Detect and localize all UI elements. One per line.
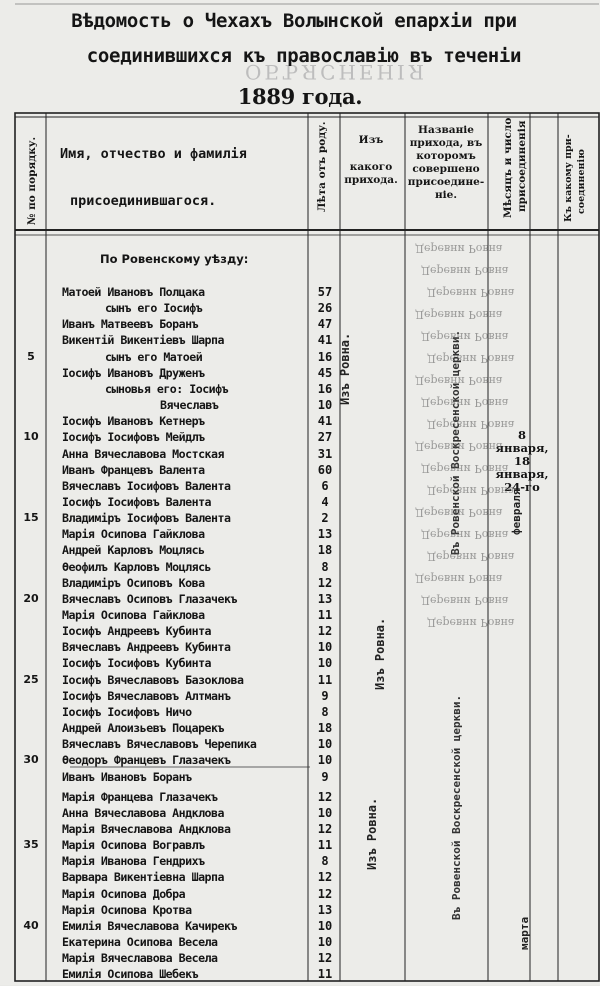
vertical-note-from-b: Изъ Ровна. bbox=[373, 617, 387, 690]
title-line-2: соединившихся къ православію въ теченіи bbox=[86, 45, 522, 67]
bleed-line: Деревни Ровна bbox=[415, 572, 503, 585]
date-line-2: 18 января, bbox=[495, 454, 549, 481]
header-age: Лѣта отъ роду. bbox=[316, 121, 328, 212]
row-name: сынъ его Матоей bbox=[105, 349, 203, 364]
row-age: 8 bbox=[321, 854, 329, 869]
row-age: 10 bbox=[317, 805, 333, 820]
header-name-2: присоединившагося. bbox=[70, 193, 217, 209]
header-reason: Къ какому при- bbox=[563, 134, 574, 222]
row-name: Андрей Карловъ Моцлясь bbox=[62, 543, 205, 558]
row-number: 35 bbox=[23, 838, 39, 852]
bleed-line: Деревни Ровна bbox=[427, 418, 515, 431]
row-name: Іосифъ Андреевъ Кубинта bbox=[62, 624, 212, 639]
header-parish-5: присоедине- bbox=[407, 176, 485, 188]
row-name: Іосифъ Іосифовъ Валента bbox=[62, 494, 212, 509]
row-age: 10 bbox=[317, 656, 333, 671]
row-age: 41 bbox=[317, 414, 333, 429]
row-name: Владиміръ Осиповъ Кова bbox=[62, 575, 205, 590]
bleed-line: Деревни Ровна bbox=[427, 352, 515, 365]
row-number: 15 bbox=[23, 511, 39, 525]
row-name: Вячеславъ Андреевъ Кубинта bbox=[62, 640, 231, 655]
header-from-3: прихода. bbox=[344, 174, 398, 186]
date-line-3: 24-го bbox=[504, 480, 540, 494]
bleed-line: Деревни Ровна bbox=[421, 264, 509, 277]
row-age: 10 bbox=[317, 737, 333, 752]
title-line-1: Вѣдомость о Чехахъ Волынской епархіи при bbox=[71, 10, 517, 32]
row-number: 5 bbox=[27, 349, 35, 363]
row-number: 20 bbox=[23, 591, 39, 605]
row-age: 27 bbox=[317, 430, 333, 445]
header-name: Имя, отчество и фамилія bbox=[60, 146, 247, 162]
row-name: Іосифъ Ивановъ Кетнеръ bbox=[62, 414, 205, 429]
row-name: Марія Осипова Гайклова bbox=[62, 608, 205, 622]
row-age: 45 bbox=[317, 365, 333, 380]
row-age: 47 bbox=[317, 317, 333, 332]
bleed-line: Деревни Ровна bbox=[427, 484, 515, 497]
vertical-note-from-c: Изъ Ровна. bbox=[365, 797, 379, 870]
row-name: Марія Осипова Вогравлъ bbox=[62, 838, 205, 853]
vertical-note-parish-b: Въ Ровенской Воскресенской церкви. bbox=[450, 694, 463, 920]
row-name: Анна Вячеславова Мостская bbox=[62, 446, 225, 461]
header-parish bbox=[406, 124, 486, 202]
row-age: 13 bbox=[317, 527, 333, 542]
row-number: 40 bbox=[23, 918, 39, 932]
row-age: 12 bbox=[317, 624, 333, 639]
table-row bbox=[0, 770, 600, 789]
row-name: Варвара Викентіевна Шарпа bbox=[62, 870, 225, 885]
row-age: 16 bbox=[317, 349, 333, 364]
row-number: 30 bbox=[23, 753, 39, 767]
header-parish-1: Названіе bbox=[418, 124, 474, 136]
header-reason-2: соединенію bbox=[576, 149, 587, 214]
row-age: 12 bbox=[317, 821, 333, 836]
row-age: 11 bbox=[317, 672, 333, 687]
row-age: 60 bbox=[317, 462, 333, 477]
row-name: Иванъ Ивановъ Боранъ bbox=[62, 769, 192, 784]
bleed-line: Деревни Ровна bbox=[427, 286, 515, 299]
row-name: Іосифъ Іосифовъ Ничо bbox=[62, 704, 192, 719]
row-name: Іосифъ Ивановъ Друженъ bbox=[62, 365, 205, 380]
header-from-2: какого bbox=[349, 161, 393, 173]
row-name: Вячеславъ bbox=[160, 398, 219, 413]
row-age: 2 bbox=[321, 511, 329, 526]
row-age: 12 bbox=[317, 789, 333, 804]
row-age: 11 bbox=[317, 967, 333, 982]
row-number: 25 bbox=[23, 672, 39, 686]
row-name: Екатерина Осипова Весела bbox=[62, 935, 218, 949]
header-month-2: присоединенія bbox=[516, 120, 528, 212]
row-name: Іосифъ Іосифовъ Кубинта bbox=[62, 656, 212, 671]
row-name: Іосифъ Вячеславовъ Алтманъ bbox=[62, 688, 231, 703]
header-parish-2: прихода, въ bbox=[409, 137, 483, 149]
row-age: 18 bbox=[317, 721, 333, 736]
bleed-line: Деревни Ровна bbox=[415, 308, 503, 321]
row-age: 12 bbox=[317, 870, 333, 885]
row-age: 4 bbox=[321, 494, 329, 509]
row-name: Емилія Вячеславова Качирекъ bbox=[62, 918, 237, 933]
row-age: 9 bbox=[321, 688, 329, 703]
row-name: Марія Осипова Добра bbox=[62, 886, 186, 901]
bleed-line: Деревни Ровна bbox=[415, 242, 503, 255]
row-name: Андрей Алоизьевъ Поцарекъ bbox=[62, 721, 225, 736]
bleed-line: Деревни Ровна bbox=[415, 440, 503, 453]
row-name: Анна Вячеславова Андклова bbox=[62, 805, 225, 820]
row-name: Марія Осипова Гайклова bbox=[62, 527, 205, 542]
row-age: 18 bbox=[317, 543, 333, 558]
row-name: Марія Вячеславова Андклова bbox=[62, 821, 231, 836]
row-age: 6 bbox=[321, 478, 329, 493]
vertical-note-from-a: Изъ Ровна. bbox=[338, 332, 352, 405]
row-age: 12 bbox=[317, 951, 333, 966]
title-year: 1889 года. bbox=[237, 84, 363, 109]
date-line-1: 8 января, bbox=[495, 428, 549, 455]
date-february: февраля bbox=[510, 488, 523, 535]
section-title: По Ровенскому уѣзду: bbox=[100, 252, 249, 266]
row-name: Өеофилъ Карловъ Моцлясь bbox=[62, 559, 212, 574]
header-from-1: Изъ bbox=[358, 134, 384, 146]
row-age: 12 bbox=[317, 575, 333, 590]
row-age: 10 bbox=[317, 918, 333, 933]
table-row bbox=[0, 967, 600, 986]
row-age: 8 bbox=[321, 704, 329, 719]
row-age: 13 bbox=[317, 591, 333, 606]
row-name: Вячеславъ Осиповъ Глазачекъ bbox=[62, 591, 237, 606]
date-march: марта bbox=[518, 916, 531, 950]
bleed-through-stamp: ОБЪЯСНЕНІЯ bbox=[245, 60, 427, 84]
row-age: 8 bbox=[321, 559, 329, 574]
row-age: 10 bbox=[317, 398, 333, 413]
row-age: 57 bbox=[317, 285, 333, 299]
bleed-line: Деревни Ровна bbox=[421, 330, 509, 343]
row-age: 10 bbox=[317, 935, 333, 949]
row-name: Емилія Осипова Шебекъ bbox=[62, 967, 199, 982]
row-name: Марія Францева Глазачекъ bbox=[62, 789, 218, 804]
bleed-line: Деревни Ровна bbox=[421, 396, 509, 409]
bleed-line: Деревни Ровна bbox=[421, 594, 509, 607]
bleed-line: Деревни Ровна bbox=[421, 528, 509, 541]
bleed-line: Деревни Ровна bbox=[421, 462, 509, 475]
row-age: 26 bbox=[317, 301, 333, 316]
row-name: Өеодоръ Францевъ Глазачекъ bbox=[62, 753, 231, 768]
row-name: Вячеславъ Іосифовъ Валента bbox=[62, 478, 231, 493]
vertical-note-parish: Въ Ровенской Воскресенской церкви. bbox=[449, 329, 462, 555]
row-age: 10 bbox=[317, 753, 333, 768]
row-name: Марія Вячеславова Весела bbox=[62, 951, 218, 966]
row-age: 12 bbox=[317, 886, 333, 901]
header-parish-4: совершено bbox=[412, 163, 480, 175]
row-name: Владиміръ Іосифовъ Валента bbox=[62, 511, 231, 526]
row-name: сынъ его Іосифъ bbox=[105, 301, 203, 316]
row-age: 16 bbox=[317, 381, 333, 396]
row-name: Иванъ Францевъ Валента bbox=[62, 462, 205, 477]
row-name: Іосифъ Вячеславовъ Базоклова bbox=[62, 672, 244, 687]
bleed-line: Деревни Ровна bbox=[427, 616, 515, 629]
row-age: 13 bbox=[317, 902, 333, 917]
header-month: Мѣсяцъ и число bbox=[502, 117, 514, 218]
row-age: 31 bbox=[317, 446, 333, 461]
row-name: Іосифъ Іосифовъ Мейдлъ bbox=[62, 430, 205, 445]
row-name: Марія Иванова Гендрихъ bbox=[62, 854, 205, 869]
bleed-line: Деревни Ровна bbox=[427, 550, 515, 563]
row-name: Иванъ Матвеевъ Боранъ bbox=[62, 317, 199, 332]
row-name: Матоей Ивановъ Полцака bbox=[62, 285, 205, 299]
bleed-line: Деревни Ровна bbox=[415, 374, 503, 387]
row-name: Марія Осипова Кротва bbox=[62, 902, 192, 917]
header-number: № по порядку. bbox=[26, 136, 38, 225]
row-age: 11 bbox=[317, 608, 333, 622]
row-age: 10 bbox=[317, 640, 333, 655]
row-name: Викентій Викентіевъ Шарпа bbox=[62, 333, 225, 348]
bleed-line: Деревни Ровна bbox=[415, 506, 503, 519]
row-age: 9 bbox=[321, 769, 329, 784]
row-name: Вячеславъ Вячеславовъ Черепика bbox=[62, 737, 257, 752]
row-age: 11 bbox=[317, 838, 333, 853]
row-number: 10 bbox=[23, 430, 39, 444]
header-parish-3: которомъ bbox=[416, 150, 476, 162]
header-parish-6: ніе. bbox=[434, 189, 457, 201]
header-from bbox=[340, 134, 402, 187]
row-age: 41 bbox=[317, 333, 333, 348]
row-name: сыновья его: Іосифъ bbox=[105, 381, 229, 396]
